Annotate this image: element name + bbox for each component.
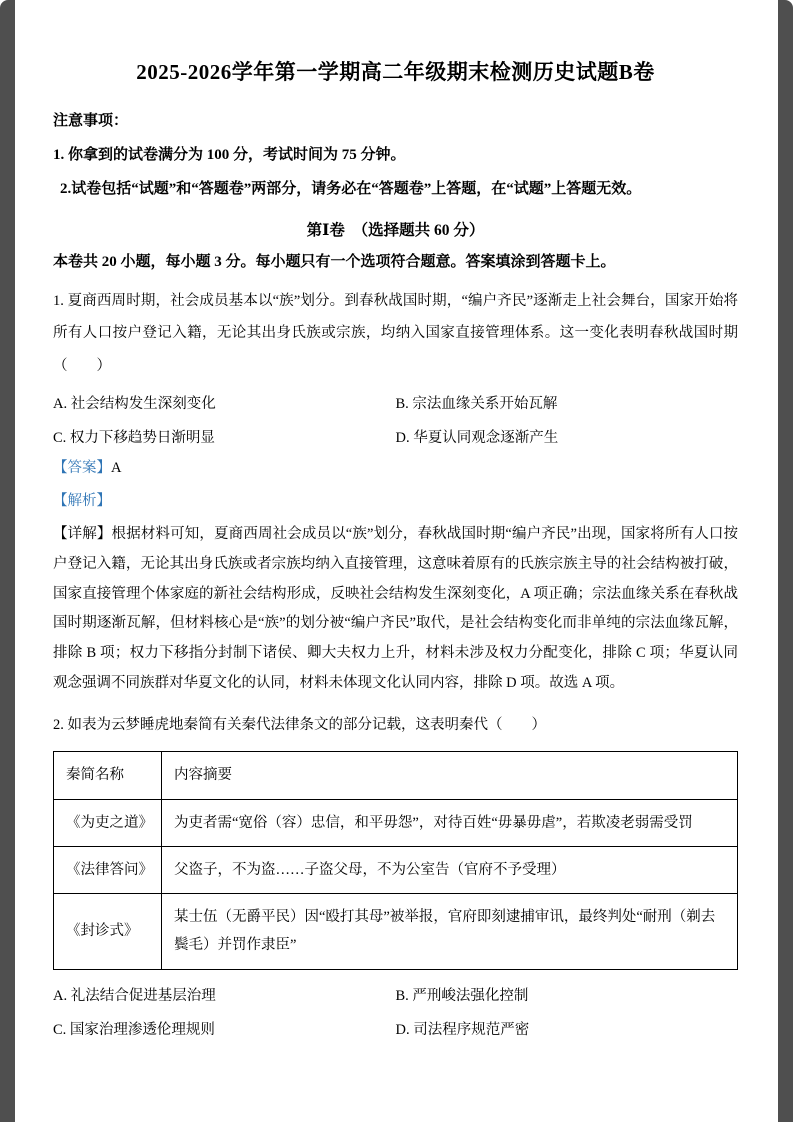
answer-label: 【答案】 bbox=[53, 460, 111, 477]
section-instruction: 本卷共 20 小题，每小题 3 分。每小题只有一个选项符合题意。答案填涂到答题卡上。 bbox=[53, 254, 616, 271]
section-heading: 第Ⅰ卷 （选择题共 60 分） bbox=[306, 221, 485, 239]
answer-value: A bbox=[111, 460, 122, 477]
question-2-option-d: D. 司法程序规范严密 bbox=[395, 1021, 530, 1038]
question-2-option-a: A. 礼法结合促进基层治理 bbox=[53, 987, 216, 1004]
question-2-option-c: C. 国家治理渗透伦理规则 bbox=[53, 1021, 215, 1038]
question-1-answer-line bbox=[53, 453, 738, 483]
question-1-option-b: B. 宗法血缘关系开始瓦解 bbox=[395, 396, 558, 413]
table-cell-summary: 父盗子，不为盗……子盗父母，不为公室告（官府不予受理） bbox=[162, 846, 738, 893]
table-header-row bbox=[54, 752, 738, 799]
table-cell-name: 《法律答问》 bbox=[54, 846, 162, 893]
question-1-stem: 1. 夏商西周时期，社会成员基本以“族”划分。到春秋战国时期，“编户齐民”逐渐走上社会舞台，国家开始将所有人口按户登记入籍，无论其出身氏族或宗族，均纳入国家直接管理体系。这一变化表明春秋战国时期（ ） bbox=[53, 292, 738, 374]
table-cell-name: 《封诊式》 bbox=[54, 894, 162, 970]
question-2-options bbox=[53, 984, 738, 1039]
notice-heading: 注意事项： bbox=[53, 113, 129, 129]
table-header-name: 秦简名称 bbox=[54, 752, 162, 799]
table-row bbox=[54, 799, 738, 846]
qin-bamboo-slips-table bbox=[53, 751, 738, 969]
scan-edge-right bbox=[778, 0, 793, 1122]
table-cell-name: 《为吏之道》 bbox=[54, 799, 162, 846]
analysis-label: 【解析】 bbox=[53, 492, 111, 509]
table-cell-summary: 为吏者需“宽俗（容）忠信，和平毋怨”，对待百姓“毋暴毋虐”，若欺凌老弱需受罚 bbox=[162, 799, 738, 846]
page-title: 2025-2026学年第一学期高二年级期末检测历史试题B卷 bbox=[136, 60, 655, 84]
table-header-summary: 内容摘要 bbox=[162, 752, 738, 799]
question-2-stem: 2. 如表为云梦睡虎地秦简有关秦代法律条文的部分记载，这表明秦代（ ） bbox=[53, 716, 546, 733]
question-1-option-d: D. 华夏认同观念逐渐产生 bbox=[395, 430, 559, 447]
question-1-option-a: A. 社会结构发生深刻变化 bbox=[53, 396, 216, 413]
notice-item-1: 1. 你拿到的试卷满分为 100 分，考试时间为 75 分钟。 bbox=[53, 146, 406, 163]
table-row bbox=[54, 894, 738, 970]
scan-edge-left bbox=[0, 0, 15, 1122]
table-cell-summary: 某士伍（无爵平民）因“殴打其母”被举报，官府即刻逮捕审讯，最终判处“耐刑（剃去鬓毛）并罚作隶臣” bbox=[162, 894, 738, 970]
question-1-analysis-line bbox=[53, 486, 738, 516]
question-1-options bbox=[53, 392, 738, 447]
notice-item-2: 2.试卷包括“试题”和“答题卷”两部分，请务必在“答题卷”上答题，在“试题”上答题无效。 bbox=[60, 181, 642, 197]
question-1-detail: 【详解】根据材料可知，夏商西周社会成员以“族”划分，春秋战国时期“编户齐民”出现，国家将所有人口按户登记入籍，无论其出身氏族或者宗族均纳入直接管理，这意味着原有的氏族宗族主导的社会结构被打破，国家直接管理个体家庭的新社会结构形成，反映社会结构发生深刻变化，A 项正确；宗法血缘关系在春秋战国时期逐渐瓦解，但材料核心是“族”的划分被“编户齐民”取代，是社会结构变化而非单纯的宗法血缘瓦解，排除 B 项；权力下移指分封制下诸侯、卿大夫权力上升，材料未涉及权力分配变化，排除 C 项；华夏认同观念强调不同族群对华夏文化的认同，材料未体现文化认同内容，排除 D 项。故选 A 项。 bbox=[53, 526, 738, 691]
question-2-option-b: B. 严刑峻法强化控制 bbox=[395, 987, 529, 1004]
table-row bbox=[54, 846, 738, 893]
question-1-option-c: C. 权力下移趋势日渐明显 bbox=[53, 430, 215, 447]
